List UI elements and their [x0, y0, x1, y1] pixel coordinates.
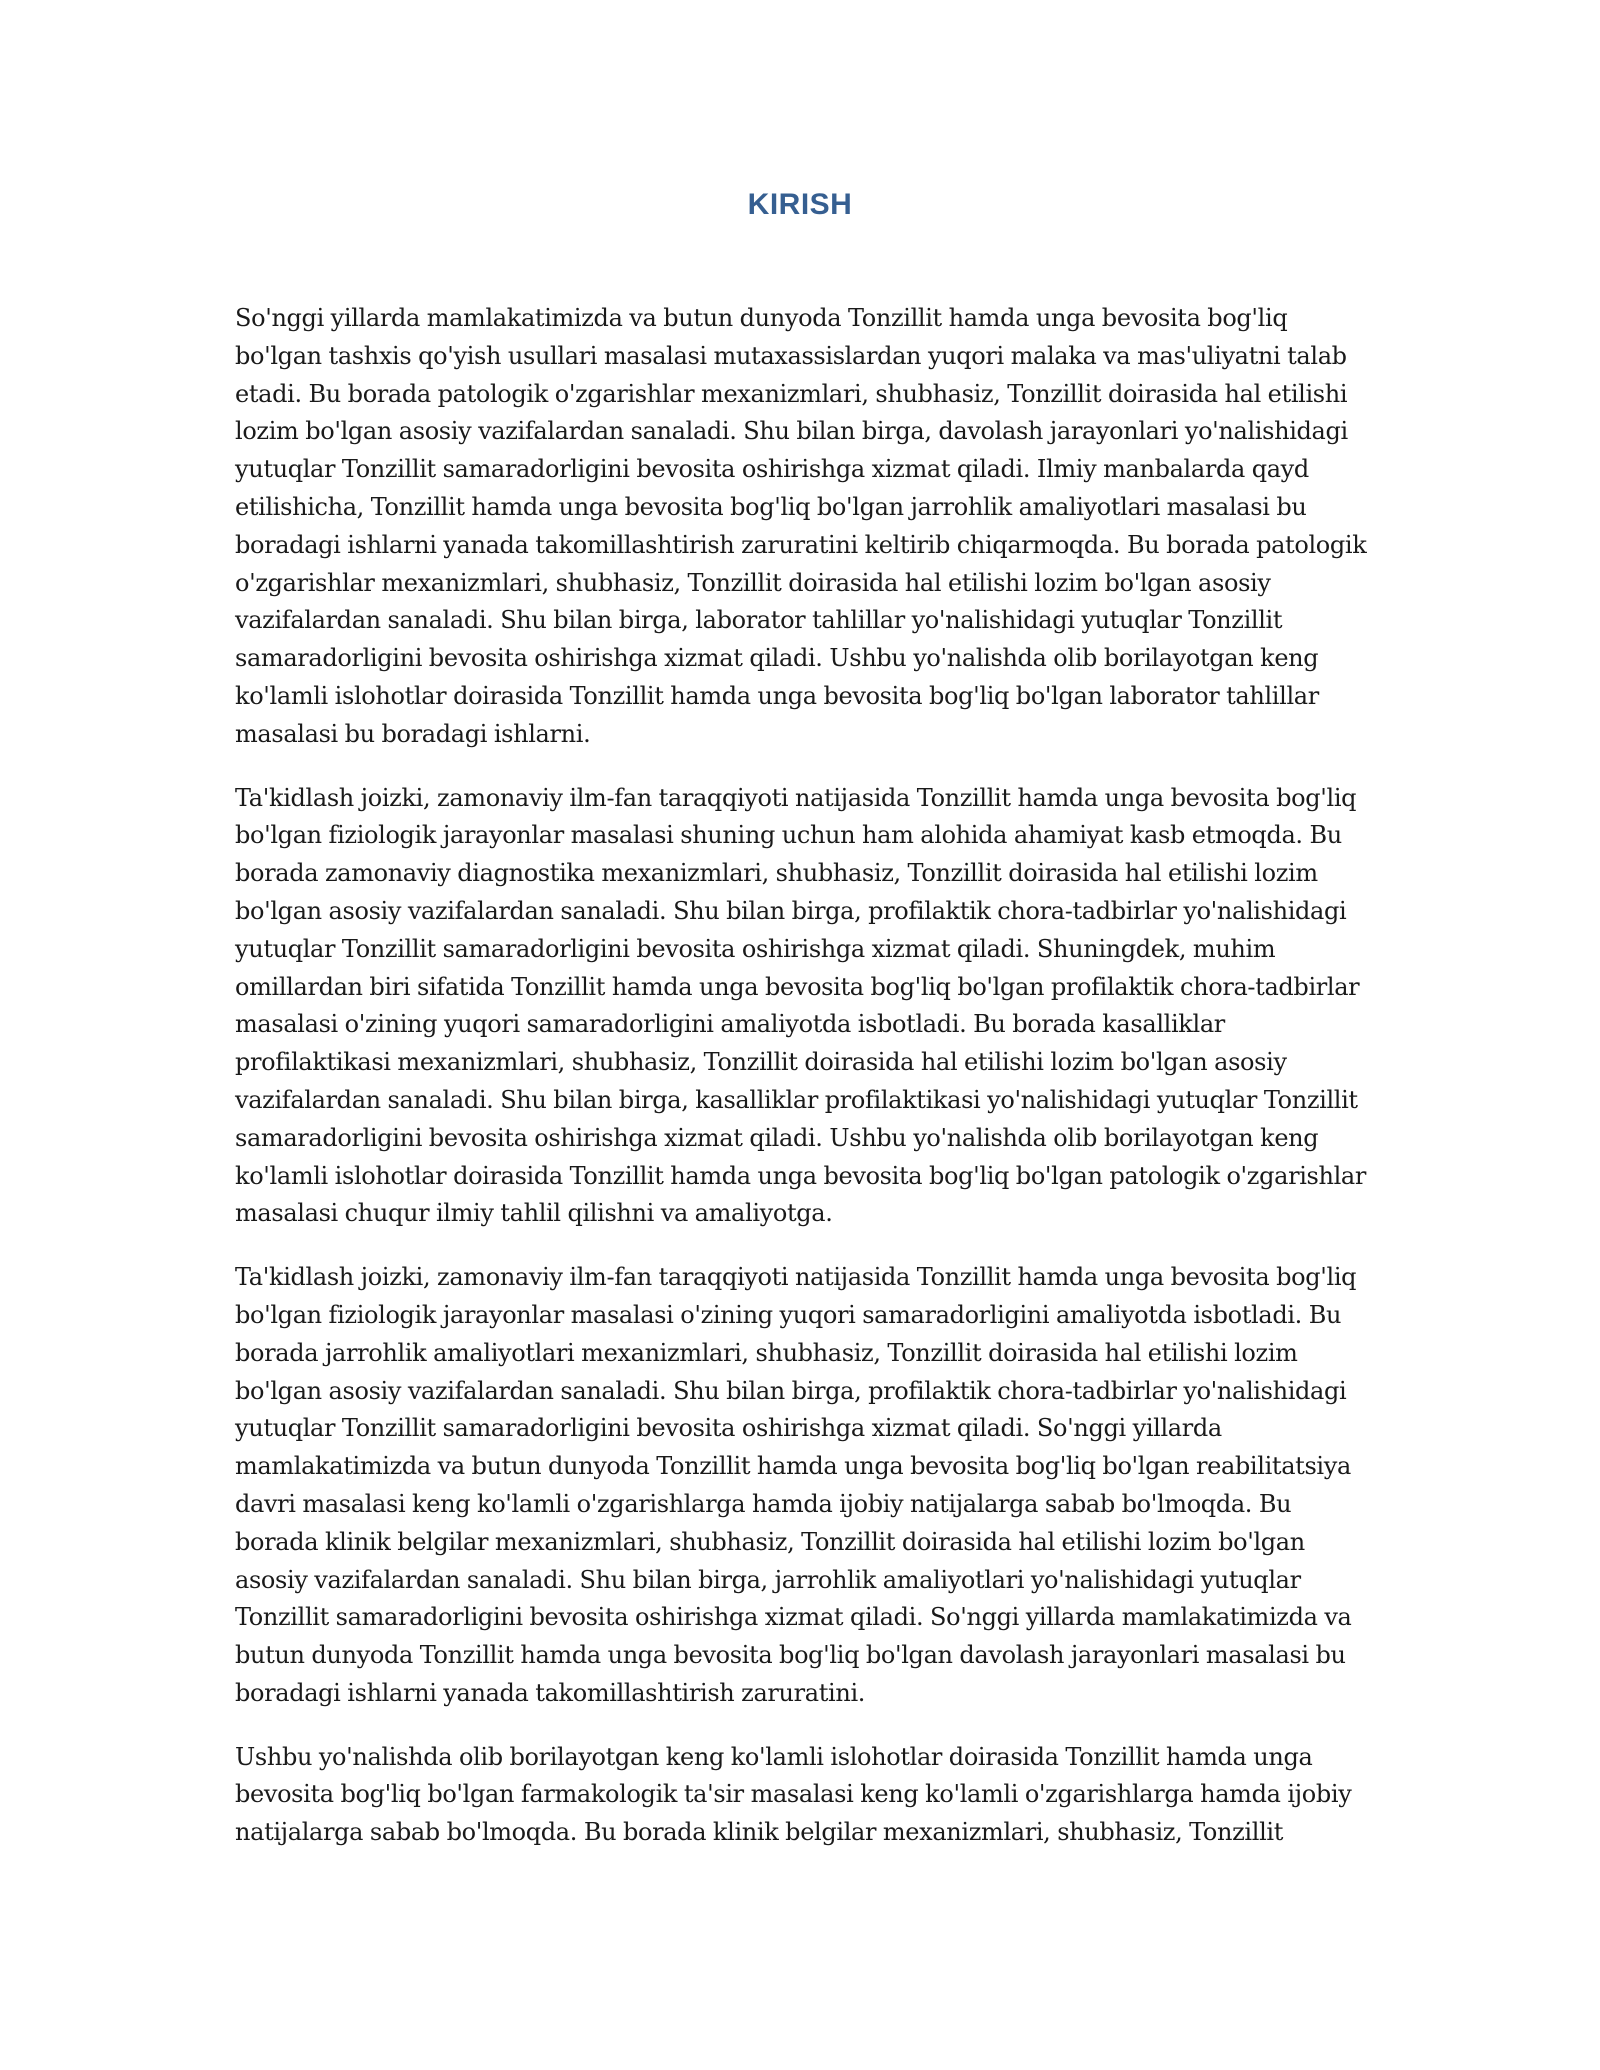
document-body — [235, 300, 1370, 1878]
paragraph-2: Ta'kidlash joizki, zamonaviy ilm-fan taraqqiyoti natijasida Tonzillit hamda unga bevosita bog'liq bo'lgan fiziologik jarayonlar masalasi shuning uchun ham alohida ahamiyat kasb etmoqda. Bu borada zamonaviy diagnostika mexanizmlari, shubhasiz, Tonzillit doirasida hal etilishi lozim bo'lgan asosiy vazifalardan sanaladi. Shu bilan birga, profilaktik chora-tadbirlar yo'nalishidagi yutuqlar Tonzillit samaradorligini bevosita oshirishga xizmat qiladi. Shuningdek, muhim omillardan biri sifatida Tonzillit hamda unga bevosita bog'liq bo'lgan profilaktik chora-tadbirlar masalasi o'zining yuqori samaradorligini amaliyotda isbotladi. Bu borada kasalliklar profilaktikasi mexanizmlari, shubhasiz, Tonzillit doirasida hal etilishi lozim bo'lgan asosiy vazifalardan sanaladi. Shu bilan birga, kasalliklar profilaktikasi yo'nalishidagi yutuqlar Tonzillit samaradorligini bevosita oshirishga xizmat qiladi. Ushbu yo'nalishda olib borilayotgan keng ko'lamli islohotlar doirasida Tonzillit hamda unga bevosita bog'liq bo'lgan patologik o'zgarishlar masalasi chuqur ilmiy tahlil qilishni va amaliyotga. — [235, 783, 1366, 1228]
paragraph-3: Ta'kidlash joizki, zamonaviy ilm-fan taraqqiyoti natijasida Tonzillit hamda unga bevosita bog'liq bo'lgan fiziologik jarayonlar masalasi o'zining yuqori samaradorligini amaliyotda isbotladi. Bu borada jarrohlik amaliyotlari mexanizmlari, shubhasiz, Tonzillit doirasida hal etilishi lozim bo'lgan asosiy vazifalardan sanaladi. Shu bilan birga, profilaktik chora-tadbirlar yo'nalishidagi yutuqlar Tonzillit samaradorligini bevosita oshirishga xizmat qiladi. So'nggi yillarda mamlakatimizda va butun dunyoda Tonzillit hamda unga bevosita bog'liq bo'lgan reabilitatsiya davri masalasi keng ko'lamli o'zgarishlarga hamda ijobiy natijalarga sabab bo'lmoqda. Bu borada klinik belgilar mexanizmlari, shubhasiz, Tonzillit doirasida hal etilishi lozim bo'lgan asosiy vazifalardan sanaladi. Shu bilan birga, jarrohlik amaliyotlari yo'nalishidagi yutuqlar Tonzillit samaradorligini bevosita oshirishga xizmat qiladi. So'nggi yillarda mamlakatimizda va butun dunyoda Tonzillit hamda unga bevosita bog'liq bo'lgan davolash jarayonlari masalasi bu boradagi ishlarni yanada takomillashtirish zaruratini. — [235, 1263, 1357, 1707]
paragraph-1: So'nggi yillarda mamlakatimizda va butun dunyoda Tonzillit hamda unga bevosita bog'liq bo'lgan tashxis qo'yish usullari masalasi mutaxassislardan yuqori malaka va mas'uliyatni talab etadi. Bu borada patologik o'zgarishlar mexanizmlari, shubhasiz, Tonzillit doirasida hal etilishi lozim bo'lgan asosiy vazifalardan sanaladi. Shu bilan birga, davolash jarayonlari yo'nalishidagi yutuqlar Tonzillit samaradorligini bevosita oshirishga xizmat qiladi. Ilmiy manbalarda qayd etilishicha, Tonzillit hamda unga bevosita bog'liq bo'lgan jarrohlik amaliyotlari masalasi bu boradagi ishlarni yanada takomillashtirish zaruratini keltirib chiqarmoqda. Bu borada patologik o'zgarishlar mexanizmlari, shubhasiz, Tonzillit doirasida hal etilishi lozim bo'lgan asosiy vazifalardan sanaladi. Shu bilan birga, laborator tahlillar yo'nalishidagi yutuqlar Tonzillit samaradorligini bevosita oshirishga xizmat qiladi. Ushbu yo'nalishda olib borilayotgan keng ko'lamli islohotlar doirasida Tonzillit hamda unga bevosita bog'liq bo'lgan laborator tahlillar masalasi bu boradagi ishlarni. — [235, 304, 1367, 748]
paragraph-4: Ushbu yo'nalishda olib borilayotgan keng ko'lamli islohotlar doirasida Tonzillit hamda unga bevosita bog'liq bo'lgan farmakologik ta'sir masalasi keng ko'lamli o'zgarishlarga hamda ijobiy natijalarga sabab bo'lmoqda. Bu borada klinik belgilar mexanizmlari, shubhasiz, Tonzillit — [235, 1742, 1352, 1847]
page-title: KIRISH — [747, 188, 853, 221]
